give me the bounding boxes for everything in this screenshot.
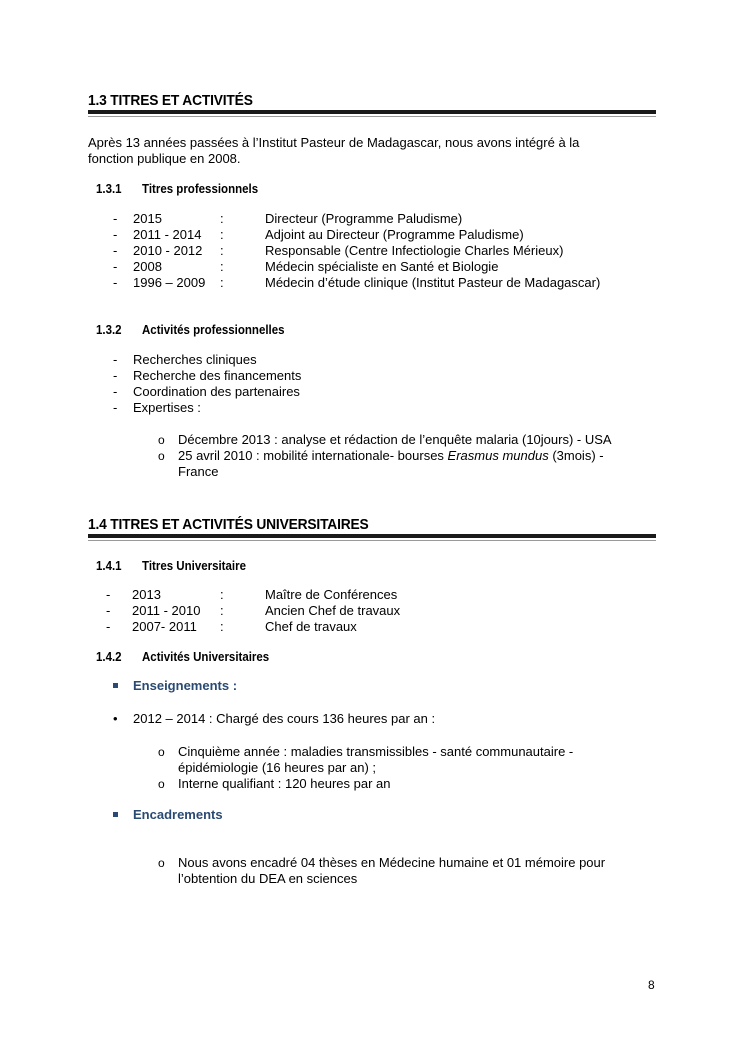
heading-rule-thick: [88, 534, 656, 538]
row-description: Maître de Conférences: [265, 587, 398, 602]
expertise-text: (3mois) -: [548, 448, 604, 463]
supervision-item-continued: l’obtention du DEA en sciences: [178, 871, 358, 886]
row-description: Adjoint au Directeur (Programme Paludisme): [265, 227, 524, 242]
subsection-number: 1.3.1: [96, 182, 122, 196]
subsection-title: Titres Universitaire: [142, 559, 246, 573]
section-1-4-heading: 1.4 TITRES ET ACTIVITÉS UNIVERSITAIRES: [88, 516, 369, 533]
row-colon: :: [220, 259, 224, 274]
square-bullet-icon: [113, 683, 118, 688]
list-dash: -: [106, 603, 111, 618]
circle-bullet: o: [158, 433, 165, 447]
circle-bullet: o: [158, 856, 165, 870]
circle-bullet: o: [158, 449, 165, 463]
heading-rule-thin: [88, 116, 656, 117]
row-description: Médecin d’étude clinique (Institut Pasteur de Madagascar): [265, 275, 601, 290]
section-1-3-heading: 1.3 TITRES ET ACTIVITÉS: [88, 92, 253, 109]
row-date: 2011 - 2014: [133, 227, 202, 242]
course-item-continued: épidémiologie (16 heures par an) ;: [178, 760, 377, 775]
subsection-number: 1.4.2: [96, 650, 122, 664]
list-dash: -: [113, 243, 118, 258]
subsection-number: 1.3.2: [96, 323, 122, 337]
list-dash: -: [113, 275, 118, 290]
intro-line-1: Après 13 années passées à l’Institut Pasteur de Madagascar, nous avons intégré à la: [88, 135, 580, 150]
course-item: Cinquième année : maladies transmissibles - santé communautaire -: [178, 744, 574, 759]
list-dash: -: [106, 619, 111, 634]
list-item: Recherches cliniques: [133, 352, 257, 367]
row-date: 1996 – 2009: [133, 275, 206, 290]
row-colon: :: [220, 243, 224, 258]
round-bullet: •: [113, 711, 118, 726]
row-date: 2015: [133, 211, 162, 226]
row-colon: :: [220, 619, 224, 634]
row-date: 2008: [133, 259, 162, 274]
expertise-text: 25 avril 2010 : mobilité internationale- bourses: [178, 448, 448, 463]
list-dash: -: [113, 368, 118, 383]
row-date: 2007- 2011: [132, 619, 197, 634]
row-colon: :: [220, 603, 224, 618]
encadrements-label: Encadrements: [133, 807, 223, 822]
subsection-title: Activités Universitaires: [142, 650, 270, 664]
row-colon: :: [220, 227, 224, 242]
square-bullet-icon: [113, 812, 118, 817]
row-date: 2010 - 2012: [133, 243, 203, 258]
subsection-title: Activités professionnelles: [142, 323, 285, 337]
subsection-number: 1.4.1: [96, 559, 122, 573]
row-colon: :: [220, 587, 224, 602]
list-dash: -: [113, 384, 118, 399]
list-item: Coordination des partenaires: [133, 384, 300, 399]
row-description: Directeur (Programme Paludisme): [265, 211, 463, 226]
row-description: Ancien Chef de travaux: [265, 603, 401, 618]
list-dash: -: [106, 587, 111, 602]
teaching-hours-line: 2012 – 2014 : Chargé des cours 136 heures par an :: [133, 711, 436, 726]
page-number: 8: [648, 978, 655, 992]
list-dash: -: [113, 211, 118, 226]
expertise-item: Décembre 2013 : analyse et rédaction de l’enquête malaria (10jours) - USA: [178, 432, 612, 447]
erasmus-mundus-text: Erasmus mundus: [447, 448, 549, 463]
row-date: 2011 - 2010: [132, 603, 201, 618]
heading-rule-thin: [88, 540, 656, 541]
row-description: Médecin spécialiste en Santé et Biologie: [265, 259, 499, 274]
subsection-title: Titres professionnels: [142, 182, 259, 196]
course-item: Interne qualifiant : 120 heures par an: [178, 776, 391, 791]
list-dash: -: [113, 227, 118, 242]
list-item: Expertises :: [133, 400, 201, 415]
supervision-item: Nous avons encadré 04 thèses en Médecine humaine et 01 mémoire pour: [178, 855, 606, 870]
heading-rule-thick: [88, 110, 656, 114]
row-colon: :: [220, 275, 224, 290]
row-colon: :: [220, 211, 224, 226]
circle-bullet: o: [158, 777, 165, 791]
list-item: Recherche des financements: [133, 368, 302, 383]
list-dash: -: [113, 352, 118, 367]
list-dash: -: [113, 400, 118, 415]
row-date: 2013: [132, 587, 161, 602]
expertise-item-continued: France: [178, 464, 219, 479]
circle-bullet: o: [158, 745, 165, 759]
enseignements-label: Enseignements :: [133, 678, 238, 693]
list-dash: -: [113, 259, 118, 274]
row-description: Responsable (Centre Infectiologie Charles Mérieux): [265, 243, 564, 258]
expertise-item: [178, 448, 604, 464]
row-description: Chef de travaux: [265, 619, 357, 634]
intro-line-2: fonction publique en 2008.: [88, 151, 241, 166]
